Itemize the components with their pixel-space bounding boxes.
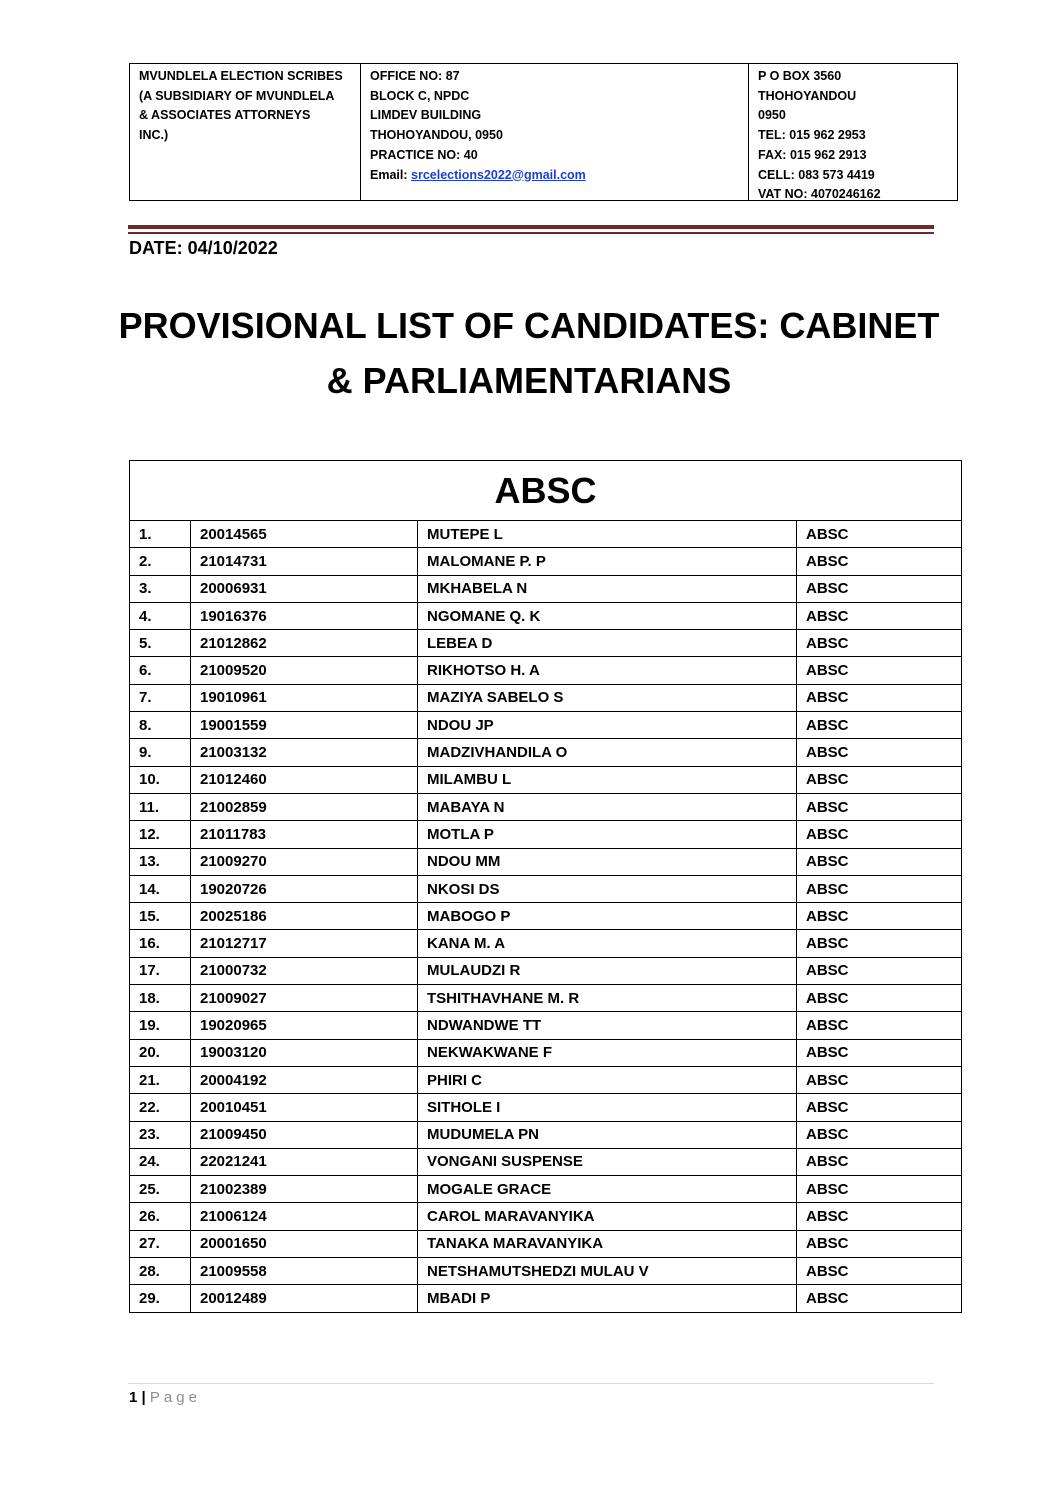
table-row [130,630,962,657]
table-row [130,930,962,957]
student-number: 22021241 [191,1148,418,1175]
candidate-name: SITHOLE I [418,1094,797,1121]
row-number: 14. [130,875,191,902]
party-name: ABSC [797,1203,962,1230]
letterhead-office [361,64,749,200]
row-number: 5. [130,630,191,657]
student-number: 20014565 [191,521,418,548]
group-header-row [130,461,962,521]
footer-divider [128,1383,934,1384]
office-line: BLOCK C, NPDC [370,88,470,103]
student-number: 19010961 [191,684,418,711]
table-row [130,1012,962,1039]
org-line: (A SUBSIDIARY OF MVUNDLELA [139,88,335,103]
candidate-name: MUTEPE L [418,521,797,548]
contact-line: P O BOX 3560 [758,69,842,83]
document-date: DATE: 04/10/2022 [129,238,278,258]
candidate-name: MABAYA N [418,793,797,820]
page-title [100,298,958,408]
title-line: & PARLIAMENTARIANS [326,360,732,401]
row-number: 22. [130,1094,191,1121]
student-number: 20006931 [191,575,418,602]
candidate-name: NDOU MM [418,848,797,875]
contact-line: THOHOYANDOU [758,88,857,103]
candidate-name: PHIRI C [418,1066,797,1093]
page-word: Page [149,1389,201,1406]
office-line: LIMDEV BUILDING [370,108,482,123]
party-name: ABSC [797,1121,962,1148]
student-number: 20025186 [191,903,418,930]
org-line: & ASSOCIATES ATTORNEYS [139,108,311,123]
row-number: 4. [130,602,191,629]
row-number: 7. [130,684,191,711]
student-number: 21012460 [191,766,418,793]
party-name: ABSC [797,1176,962,1203]
page-footer [129,1389,201,1406]
candidate-name: MOGALE GRACE [418,1176,797,1203]
table-row [130,1285,962,1312]
row-number: 18. [130,985,191,1012]
group-title: ABSC [130,461,962,521]
row-number: 10. [130,766,191,793]
row-number: 13. [130,848,191,875]
student-number: 21014731 [191,548,418,575]
table-row [130,875,962,902]
candidate-name: TSHITHAVHANE M. R [418,985,797,1012]
row-number: 25. [130,1176,191,1203]
candidate-name: NKOSI DS [418,875,797,902]
party-name: ABSC [797,548,962,575]
row-number: 28. [130,1258,191,1285]
party-name: ABSC [797,657,962,684]
student-number: 21002389 [191,1176,418,1203]
student-number: 21009270 [191,848,418,875]
row-number: 12. [130,821,191,848]
party-name: ABSC [797,1285,962,1312]
candidate-table [129,460,962,1313]
table-row [130,684,962,711]
party-name: ABSC [797,875,962,902]
office-line: OFFICE NO: 87 [370,69,460,83]
candidate-name: KANA M. A [418,930,797,957]
party-name: ABSC [797,739,962,766]
party-name: ABSC [797,1066,962,1093]
row-number: 6. [130,657,191,684]
party-name: ABSC [797,521,962,548]
candidate-name: NETSHAMUTSHEDZI MULAU V [418,1258,797,1285]
row-number: 16. [130,930,191,957]
student-number: 19016376 [191,602,418,629]
office-line: PRACTICE NO: 40 [370,147,478,162]
table-row [130,1039,962,1066]
row-number: 17. [130,957,191,984]
email-label: Email: [370,167,408,182]
row-number: 15. [130,903,191,930]
row-number: 21. [130,1066,191,1093]
candidate-name: MABOGO P [418,903,797,930]
candidate-name: MADZIVHANDILA O [418,739,797,766]
party-name: ABSC [797,630,962,657]
candidate-name: MALOMANE P. P [418,548,797,575]
student-number: 20012489 [191,1285,418,1312]
party-name: ABSC [797,848,962,875]
table-row [130,985,962,1012]
student-number: 21009450 [191,1121,418,1148]
row-number: 1. [130,521,191,548]
letterhead-org [130,64,361,200]
office-line: THOHOYANDOU, 0950 [370,128,503,143]
letterhead-contact [749,64,957,200]
table-row [130,903,962,930]
row-number: 19. [130,1012,191,1039]
party-name: ABSC [797,930,962,957]
row-number: 26. [130,1203,191,1230]
table-row [130,548,962,575]
party-name: ABSC [797,1148,962,1175]
student-number: 19003120 [191,1039,418,1066]
candidate-name: TANAKA MARAVANYIKA [418,1230,797,1257]
email-line [370,166,739,186]
row-number: 20. [130,1039,191,1066]
party-name: ABSC [797,1039,962,1066]
header-divider [128,225,934,229]
party-name: ABSC [797,1230,962,1257]
table-row [130,575,962,602]
email-link[interactable]: srcelections2022@gmail.com [411,167,586,182]
candidate-name: LEBEA D [418,630,797,657]
table-row [130,1094,962,1121]
table-row [130,521,962,548]
contact-line: VAT NO: 4070246162 [758,187,881,202]
student-number: 21009520 [191,657,418,684]
candidate-name: MAZIYA SABELO S [418,684,797,711]
table-row [130,1258,962,1285]
page-separator: | [141,1389,146,1406]
party-name: ABSC [797,957,962,984]
party-name: ABSC [797,712,962,739]
table-row [130,848,962,875]
candidate-name: MBADI P [418,1285,797,1312]
row-number: 3. [130,575,191,602]
row-number: 23. [130,1121,191,1148]
org-line: INC.) [139,128,169,143]
party-name: ABSC [797,602,962,629]
party-name: ABSC [797,985,962,1012]
candidate-name: NDWANDWE TT [418,1012,797,1039]
title-line: PROVISIONAL LIST OF CANDIDATES: CABINET [118,305,940,346]
header-divider-thin [128,232,934,234]
student-number: 20010451 [191,1094,418,1121]
party-name: ABSC [797,684,962,711]
student-number: 20001650 [191,1230,418,1257]
student-number: 20004192 [191,1066,418,1093]
contact-line: CELL: 083 573 4419 [758,167,875,182]
candidate-name: RIKHOTSO H. A [418,657,797,684]
student-number: 21002859 [191,793,418,820]
row-number: 11. [130,793,191,820]
student-number: 19020965 [191,1012,418,1039]
candidate-name: NGOMANE Q. K [418,602,797,629]
table-row [130,602,962,629]
party-name: ABSC [797,575,962,602]
table-row [130,793,962,820]
table-row [130,1066,962,1093]
row-number: 2. [130,548,191,575]
table-row [130,1203,962,1230]
candidate-name: VONGANI SUSPENSE [418,1148,797,1175]
row-number: 27. [130,1230,191,1257]
candidate-name: MILAMBU L [418,766,797,793]
student-number: 21012717 [191,930,418,957]
student-number: 21003132 [191,739,418,766]
letterhead [129,63,958,201]
party-name: ABSC [797,766,962,793]
table-row [130,821,962,848]
candidate-name: MUDUMELA PN [418,1121,797,1148]
table-row [130,1148,962,1175]
party-name: ABSC [797,1258,962,1285]
table-row [130,712,962,739]
candidate-name: CAROL MARAVANYIKA [418,1203,797,1230]
page-number: 1 [129,1389,138,1406]
table-row [130,957,962,984]
table-row [130,1121,962,1148]
party-name: ABSC [797,903,962,930]
party-name: ABSC [797,793,962,820]
candidate-name: MKHABELA N [418,575,797,602]
candidate-name: NDOU JP [418,712,797,739]
table-row [130,1230,962,1257]
student-number: 19001559 [191,712,418,739]
contact-line: FAX: 015 962 2913 [758,147,867,162]
candidate-name: MULAUDZI R [418,957,797,984]
table-row [130,1176,962,1203]
row-number: 29. [130,1285,191,1312]
student-number: 21011783 [191,821,418,848]
contact-line: TEL: 015 962 2953 [758,128,866,143]
student-number: 21009558 [191,1258,418,1285]
contact-line: 0950 [758,108,786,123]
student-number: 21009027 [191,985,418,1012]
student-number: 19020726 [191,875,418,902]
student-number: 21000732 [191,957,418,984]
student-number: 21006124 [191,1203,418,1230]
candidate-name: MOTLA P [418,821,797,848]
party-name: ABSC [797,821,962,848]
row-number: 24. [130,1148,191,1175]
party-name: ABSC [797,1012,962,1039]
table-row [130,739,962,766]
row-number: 9. [130,739,191,766]
table-row [130,766,962,793]
org-line: MVUNDLELA ELECTION SCRIBES [139,69,343,83]
candidate-name: NEKWAKWANE F [418,1039,797,1066]
row-number: 8. [130,712,191,739]
party-name: ABSC [797,1094,962,1121]
student-number: 21012862 [191,630,418,657]
table-row [130,657,962,684]
